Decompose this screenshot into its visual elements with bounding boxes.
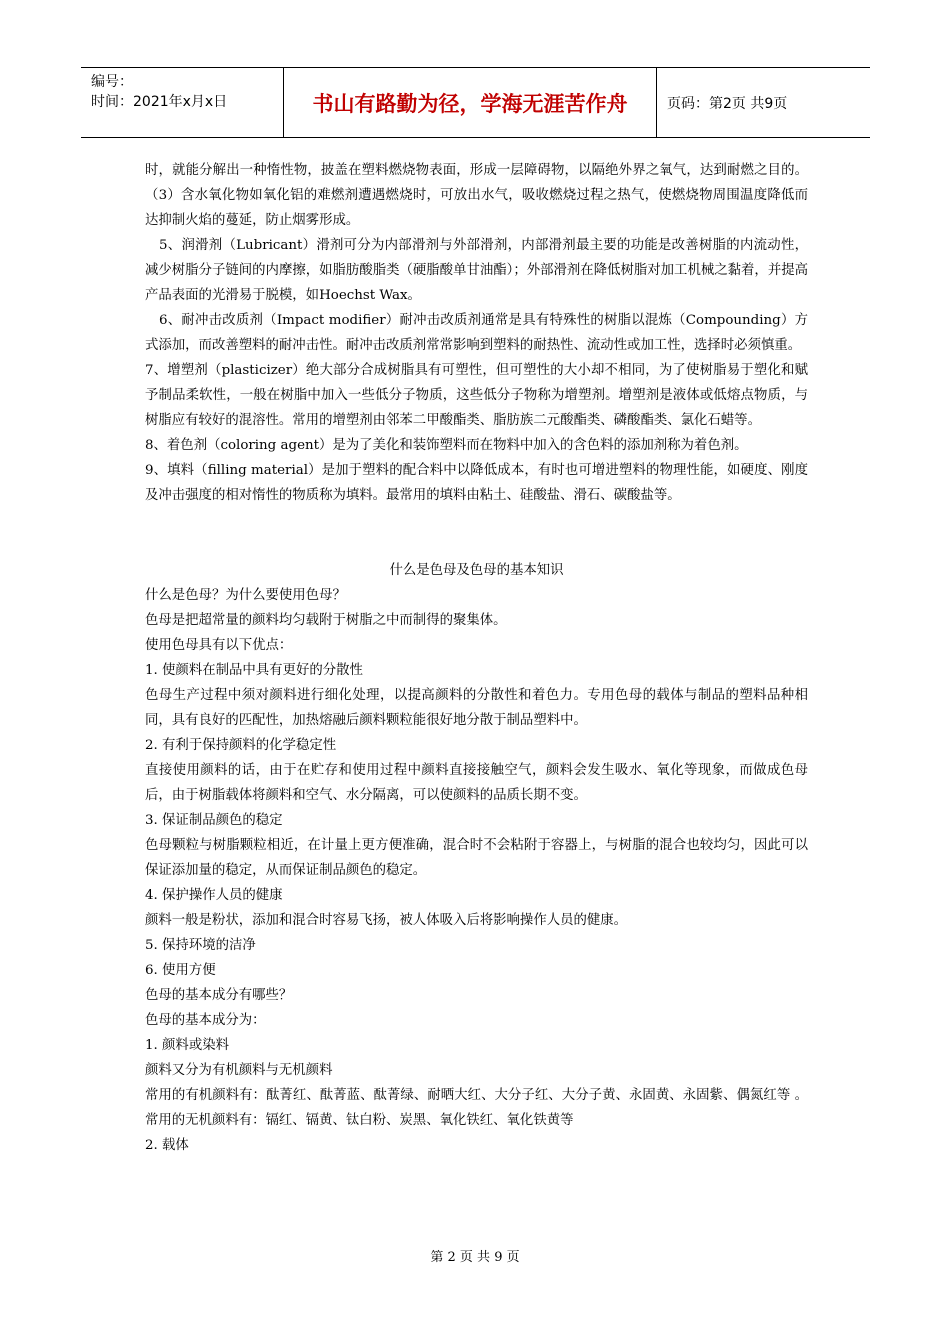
additive-coloring-agent: 8、着色剂（coloring agent）是为了美化和装饰塑料而在物料中加入的含色料的添加剂称为着色剂。 — [145, 438, 748, 453]
list-heading: 1. 使颜料在制品中具有更好的分散性 — [145, 663, 363, 678]
additive-impact-modifier: 6、耐冲击改质剂（Impact modifier）耐冲击改质剂通常是具有特殊性的树脂以混炼（Compounding）方式添加，而改善塑料的耐冲击性。耐冲击改质剂常常影响到塑料的耐热性、流动性或加工性，选择时必须慎重。 — [145, 313, 808, 353]
text-line: 色母颗粒与树脂颗粒相近，在计量上更方便准确，混合时不会粘附于容器上，与树脂的混合也较均匀，因此可以保证添加量的稳定，从而保证制品颜色的稳定。 — [145, 838, 808, 878]
page-header — [81, 67, 870, 138]
header-meta — [81, 68, 284, 137]
list-heading: 2. 载体 — [145, 1138, 189, 1153]
text-line: 色母是把超常量的颜料均匀载附于树脂之中而制得的聚集体。 — [145, 613, 507, 628]
header-motto-cell — [284, 68, 657, 137]
document-body — [145, 158, 808, 1158]
list-heading: 2. 有利于保持颜料的化学稳定性 — [145, 738, 337, 753]
page-info: 页码：第2页 共9页 — [667, 95, 788, 112]
date-line: 时间：2021年x月x日 — [91, 94, 228, 110]
list-heading: 3. 保证制品颜色的稳定 — [145, 813, 283, 828]
header-page-cell — [657, 68, 870, 137]
text-line: 颜料一般是粉状，添加和混合时容易飞扬，被人体吸入后将影响操作人员的健康。 — [145, 913, 628, 928]
list-heading: 1. 颜料或染料 — [145, 1038, 229, 1053]
additive-lubricant: 5、润滑剂（Lubricant）滑剂可分为内部滑剂与外部滑剂，内部滑剂最主要的功能是改善树脂的内流动性，减少树脂分子链间的内摩擦，如脂肪酸脂类（硬脂酸单甘油酯）；外部滑剂在降低树脂对加工机械之黏着，并提高产品表面的光滑易于脱模，如Hoechst Wax。 — [145, 238, 808, 303]
page-footer: 第 2 页 共 9 页 — [430, 1250, 520, 1265]
text-line: 使用色母具有以下优点： — [145, 638, 293, 653]
additive-filling-material: 9、填料（filling material）是加于塑料的配合料中以降低成本，有时也可增进塑料的物理性能，如硬度、刚度及冲击强度的相对惰性的物质称为填料。最常用的填料由粘土、硅酸盐、滑石、碳酸盐等。 — [145, 463, 808, 503]
list-heading: 4. 保护操作人员的健康 — [145, 888, 283, 903]
section-gap — [145, 508, 808, 558]
motto: 书山有路勤为径，学海无涯苦作舟 — [312, 91, 628, 116]
list-heading: 6. 使用方便 — [145, 963, 216, 978]
text-line: 直接使用颜料的话，由于在贮存和使用过程中颜料直接接触空气，颜料会发生吸水、氧化等现象，而做成色母后，由于树脂载体将颜料和空气、水分隔离，可以使颜料的品质长期不变。 — [145, 763, 808, 803]
text-line: 色母生产过程中须对颜料进行细化处理，以提高颜料的分散性和着色力。专用色母的载体与制品的塑料品种相同，具有良好的匹配性，加热熔融后颜料颗粒能很好地分散于制品塑料中。 — [145, 688, 808, 728]
text-line: 什么是色母？为什么要使用色母？ — [145, 588, 346, 603]
section-title: 什么是色母及色母的基本知识 — [389, 563, 564, 578]
additive-plasticizer: 7、增塑剂（plasticizer）绝大部分合成树脂具有可塑性，但可塑性的大小却不相同，为了使树脂易于塑化和赋予制品柔软性，一般在树脂中加入一些低分子物质，这些低分子物称为增塑剂。增塑剂是液体或低熔点物质，与树脂应有较好的混溶性。常用的增塑剂由邻苯二甲酸酯类、脂肪族二元酸酯类、磷酸酯类、氯化石蜡等。 — [145, 363, 808, 428]
intro-paragraph: 时，就能分解出一种惰性物，披盖在塑料燃烧物表面，形成一层障碍物，以隔绝外界之氧气，达到耐燃之目的。（3）含水氧化物如氧化铝的难燃剂遭遇燃烧时，可放出水气，吸收燃烧过程之热气，使燃烧物周围温度降低而达抑制火焰的蔓延，防止烟雾形成。 — [145, 163, 808, 228]
text-line: 颜料又分为有机颜料与无机颜料 — [145, 1063, 333, 1078]
text-line: 常用的有机颜料有：酞菁红、酞菁蓝、酞菁绿、耐晒大红、大分子红、大分子黄、永固黄、永固紫、偶氮红等 。常用的无机颜料有：镉红、镉黄、钛白粉、炭黑、氧化铁红、氧化铁黄等 — [145, 1088, 808, 1128]
text-line: 色母的基本成分有哪些？ — [145, 988, 293, 1003]
text-line: 色母的基本成分为： — [145, 1013, 266, 1028]
list-heading: 5. 保持环境的洁净 — [145, 938, 256, 953]
number-label: 编号： — [91, 74, 133, 90]
